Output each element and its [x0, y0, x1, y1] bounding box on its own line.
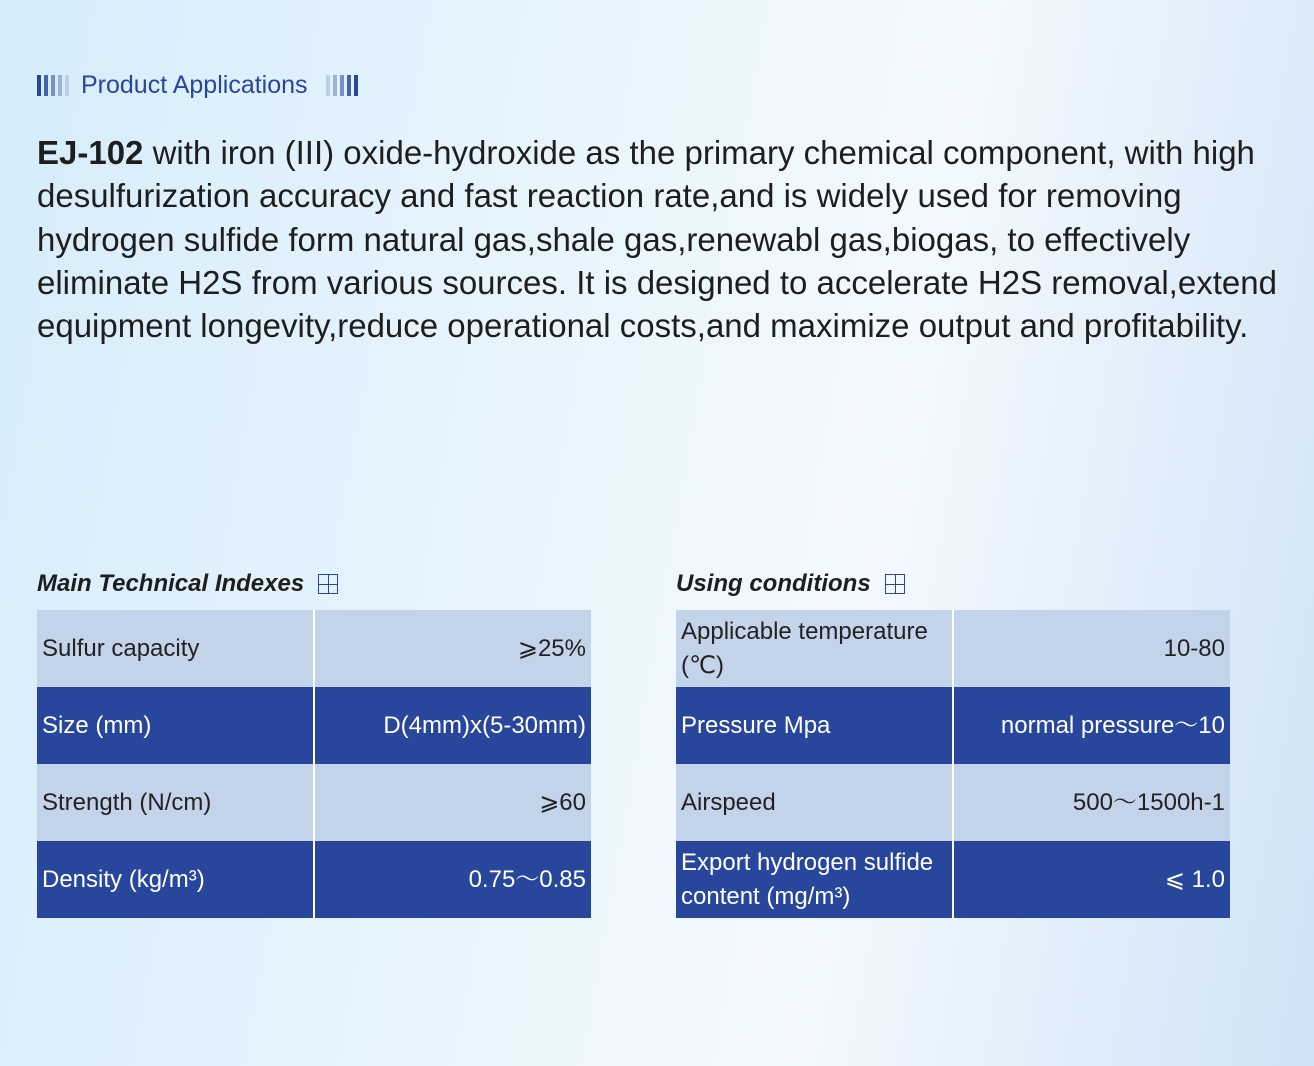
row-label: Export hydrogen sulfide content (mg/m³)	[676, 841, 953, 918]
technical-title: Main Technical Indexes	[37, 570, 305, 597]
row-value: ⩾25%	[314, 610, 591, 687]
row-label: Pressure Mpa	[676, 687, 953, 764]
intro-paragraph	[37, 131, 1277, 347]
row-label: Strength (N/cm)	[37, 764, 314, 841]
table-row	[37, 687, 591, 764]
row-label: Size (mm)	[37, 687, 314, 764]
row-value: 10-80	[953, 610, 1230, 687]
table-row	[676, 841, 1230, 918]
row-value: ⩽ 1.0	[953, 841, 1230, 918]
row-value: normal pressure～10	[953, 687, 1230, 764]
row-value: 500～1500h-1	[953, 764, 1230, 841]
conditions-heading	[676, 570, 905, 598]
row-value: ⩾60	[314, 764, 591, 841]
bars-icon	[326, 75, 358, 96]
row-label: Airspeed	[676, 764, 953, 841]
intro-text: with iron (III) oxide-hydroxide as the primary chemical component, with high desulfurization accuracy and fast reaction rate,and is widely used for removing hydrogen sulfide form natural gas,shale gas,renewabl gas,biogas, to effectively eliminate H2S from various sources. It is designed to accelerate H2S removal,extend equipment longevity,reduce operational costs,and maximize output and profitability.	[37, 134, 1277, 345]
table-row	[676, 764, 1230, 841]
row-label: Applicable temperature (℃)	[676, 610, 953, 687]
table-row	[37, 610, 591, 687]
row-value: 0.75～0.85	[314, 841, 591, 918]
table-row	[676, 610, 1230, 687]
section-title: Product Applications	[81, 70, 308, 99]
section-header	[37, 70, 358, 100]
conditions-title: Using conditions	[676, 570, 871, 597]
grid-icon	[885, 574, 905, 594]
technical-table	[37, 610, 591, 918]
product-name: EJ-102	[37, 134, 144, 171]
bars-icon	[37, 75, 69, 96]
table-row	[37, 841, 591, 918]
grid-icon	[318, 574, 338, 594]
conditions-table	[676, 610, 1230, 918]
row-value: D(4mm)x(5-30mm)	[314, 687, 591, 764]
row-label: Density (kg/m³)	[37, 841, 314, 918]
table-row	[37, 764, 591, 841]
table-row	[676, 687, 1230, 764]
row-label: Sulfur capacity	[37, 610, 314, 687]
technical-heading	[37, 570, 338, 598]
